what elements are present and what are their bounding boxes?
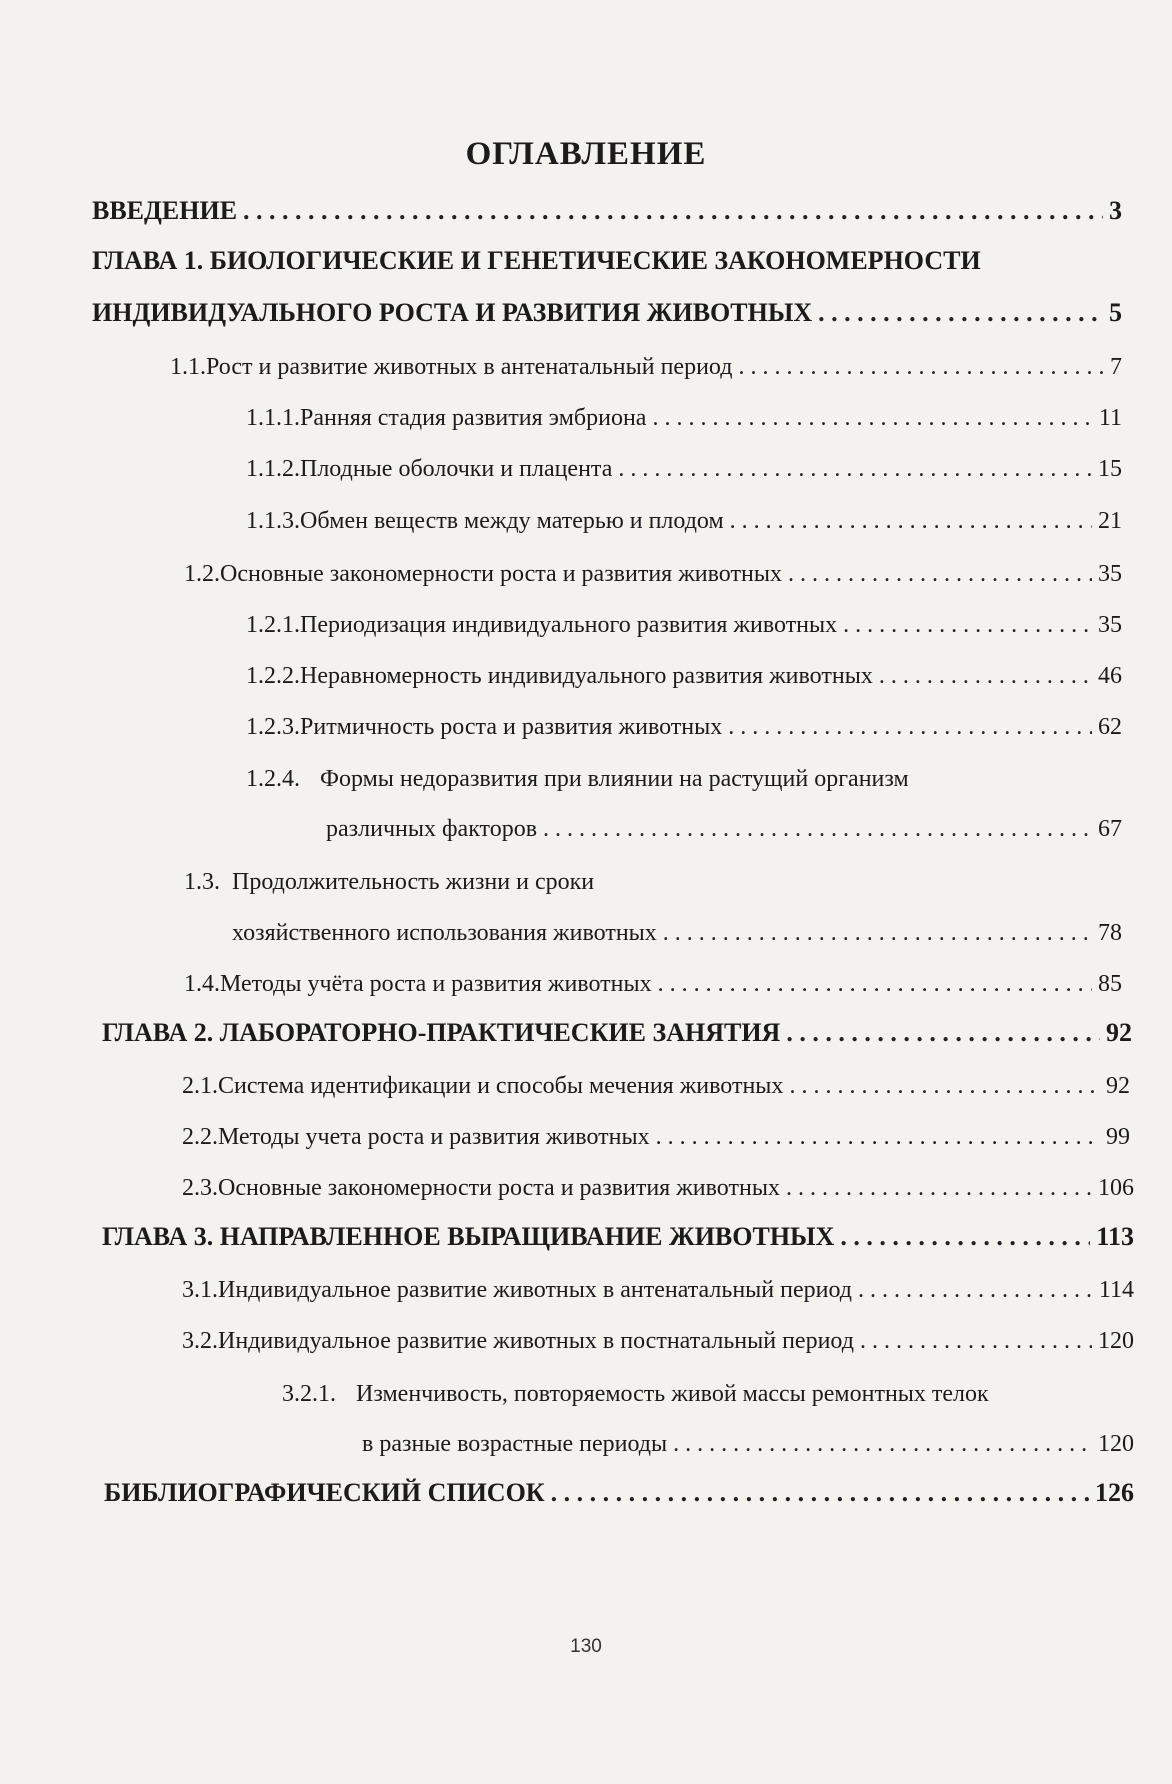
dot-leader	[551, 1478, 1089, 1508]
dot-leader	[652, 403, 1092, 433]
toc-entry-1-2	[184, 559, 1122, 589]
toc-entry-chapter-2	[102, 1018, 1132, 1048]
toc-section-number: 2.1.	[182, 1073, 218, 1099]
toc-entry-label: различных факторов	[326, 816, 538, 842]
toc-entry-label: ГЛАВА 2. ЛАБОРАТОРНО-ПРАКТИЧЕСКИЕ ЗАНЯТИЯ	[102, 1018, 781, 1047]
toc-entry-1-1	[170, 352, 1122, 382]
toc-entry-introduction	[92, 196, 1122, 226]
toc-page-number: 92	[1106, 1073, 1130, 1099]
dot-leader	[658, 969, 1092, 999]
toc-entry-label: Основные закономерности роста и развития животных	[218, 1175, 780, 1201]
toc-section-number: 1.2.4.	[246, 766, 300, 792]
dot-leader	[663, 918, 1092, 948]
toc-page-number: 113	[1096, 1222, 1134, 1251]
toc-entry-chapter-3	[102, 1222, 1134, 1252]
toc-entry-3-2	[182, 1326, 1134, 1356]
toc-entry-label: Периодизация индивидуального развития животных	[300, 612, 838, 638]
toc-section-number: 2.2.	[182, 1124, 218, 1150]
toc-entry-label: в разные возрастные периоды	[362, 1431, 668, 1457]
toc-page-number: 99	[1106, 1124, 1130, 1150]
toc-section-number: 2.3.	[182, 1175, 218, 1201]
dot-leader	[618, 454, 1092, 484]
toc-entry-label: Индивидуальное развитие животных в постнатальный период	[218, 1328, 854, 1354]
toc-entry-label: ВВЕДЕНИЕ	[92, 196, 238, 225]
toc-page-number: 85	[1098, 971, 1122, 997]
toc-section-number: 1.3.	[184, 869, 220, 895]
toc-page-number: 35	[1098, 561, 1122, 587]
toc-entry-2-2	[182, 1122, 1130, 1152]
toc-page-number: 120	[1098, 1328, 1134, 1354]
toc-entry-label-line1: Изменчивость, повторяемость живой массы ремонтных телок	[356, 1381, 989, 1407]
dot-leader	[730, 506, 1092, 536]
toc-entry-label-line1: Формы недоразвития при влиянии на растущий организм	[320, 766, 909, 792]
toc-entry-2-3	[182, 1173, 1134, 1203]
page-footer-number: 130	[570, 1636, 602, 1657]
toc-section-number: 1.2.3.	[246, 714, 300, 740]
toc-entry-1-3-line1	[184, 867, 594, 897]
dot-leader	[843, 610, 1092, 640]
dot-leader	[243, 196, 1103, 226]
dot-leader	[789, 1071, 1100, 1101]
toc-page-number: 35	[1098, 612, 1122, 638]
toc-page-number: 46	[1098, 663, 1122, 689]
dot-leader	[786, 1173, 1092, 1203]
toc-entry-label: хозяйственного использования животных	[232, 920, 657, 946]
dot-leader	[818, 298, 1103, 328]
toc-entry-1-2-2	[246, 661, 1122, 691]
toc-entry-label: Ранняя стадия развития эмбриона	[300, 405, 647, 431]
toc-entry-label: Основные закономерности роста и развития животных	[220, 561, 782, 587]
toc-entry-label: Система идентификации и способы мечения животных	[218, 1073, 784, 1099]
dot-leader	[860, 1326, 1092, 1356]
dot-leader	[656, 1122, 1100, 1152]
toc-entry-1-1-3	[246, 506, 1122, 536]
toc-page-number: 114	[1098, 1277, 1134, 1303]
toc-page-number: 7	[1110, 354, 1122, 380]
toc-entry-1-2-4-line1	[246, 764, 909, 794]
toc-entry-1-2-4	[326, 814, 1122, 844]
dot-leader	[543, 814, 1092, 844]
toc-entry-1-2-1	[246, 610, 1122, 640]
dot-leader	[879, 661, 1092, 691]
toc-entry-label: Методы учёта роста и развития животных	[220, 971, 652, 997]
dot-leader	[738, 352, 1104, 382]
toc-entry-label-line1: Продолжительность жизни и сроки	[232, 869, 595, 895]
toc-entry-2-1	[182, 1071, 1130, 1101]
toc-entry-chapter-1	[92, 298, 1122, 328]
toc-entry-3-1	[182, 1275, 1134, 1305]
toc-page-number: 3	[1109, 196, 1122, 225]
toc-section-number: 1.2.1.	[246, 612, 300, 638]
toc-entry-chapter-1-line1: ГЛАВА 1. БИОЛОГИЧЕСКИЕ И ГЕНЕТИЧЕСКИЕ ЗАКОНОМЕРНОСТИ	[92, 246, 981, 275]
toc-page-number: 21	[1098, 508, 1122, 534]
dot-leader	[673, 1429, 1092, 1459]
toc-entry-label: Обмен веществ между матерью и плодом	[300, 508, 724, 534]
toc-entry-1-3	[232, 918, 1122, 948]
toc-section-number: 1.1.3.	[246, 508, 300, 534]
toc-entry-1-1-2	[246, 454, 1122, 484]
toc-page-number: 67	[1098, 816, 1122, 842]
toc-section-number: 1.1.1.	[246, 405, 300, 431]
toc-section-number: 3.2.	[182, 1328, 218, 1354]
toc-entry-1-2-3	[246, 712, 1122, 742]
dot-leader	[788, 559, 1092, 589]
toc-page-number: 11	[1098, 405, 1122, 431]
toc-section-number: 3.2.1.	[282, 1381, 336, 1407]
toc-section-number: 1.2.	[184, 561, 220, 587]
toc-entry-label: ГЛАВА 3. НАПРАВЛЕННОЕ ВЫРАЩИВАНИЕ ЖИВОТНЫХ	[102, 1222, 835, 1251]
toc-entry-label: БИБЛИОГРАФИЧЕСКИЙ СПИСОК	[104, 1478, 545, 1507]
page-title: ОГЛАВЛЕНИЕ	[465, 136, 707, 172]
dot-leader	[786, 1018, 1100, 1048]
toc-entry-label: Неравномерность индивидуального развития животных	[300, 663, 873, 689]
toc-entry-1-4	[184, 969, 1122, 999]
toc-page-number: 120	[1098, 1431, 1134, 1457]
toc-section-number: 1.4.	[184, 971, 220, 997]
toc-entry-bibliography	[104, 1478, 1134, 1508]
toc-entry-label: Рост и развитие животных в антенатальный период	[206, 354, 733, 380]
toc-section-number: 1.2.2.	[246, 663, 300, 689]
toc-page-number: 92	[1106, 1018, 1132, 1047]
toc-section-number: 3.1.	[182, 1277, 218, 1303]
dot-leader	[728, 712, 1092, 742]
toc-page-number: 5	[1109, 298, 1122, 327]
toc-page-number: 78	[1098, 920, 1122, 946]
toc-section-number: 1.1.	[170, 354, 206, 380]
dot-leader	[840, 1222, 1090, 1252]
toc-entry-label: ИНДИВИДУАЛЬНОГО РОСТА И РАЗВИТИЯ ЖИВОТНЫХ	[92, 298, 813, 327]
dot-leader	[858, 1275, 1093, 1305]
toc-entry-label: Ритмичность роста и развития животных	[300, 714, 723, 740]
toc-page-number: 106	[1098, 1175, 1134, 1201]
toc-page-number: 15	[1098, 456, 1122, 482]
toc-entry-3-2-1-line1	[282, 1379, 989, 1409]
toc-entry-1-1-1	[246, 403, 1122, 433]
toc-entry-label: Индивидуальное развитие животных в антенатальный период	[218, 1277, 852, 1303]
toc-page-number: 126	[1095, 1478, 1134, 1507]
toc-entry-label: Плодные оболочки и плацента	[300, 456, 613, 482]
toc-section-number: 1.1.2.	[246, 456, 300, 482]
toc-entry-3-2-1	[362, 1429, 1134, 1459]
toc-page-number: 62	[1098, 714, 1122, 740]
toc-entry-label: Методы учета роста и развития животных	[218, 1124, 650, 1150]
